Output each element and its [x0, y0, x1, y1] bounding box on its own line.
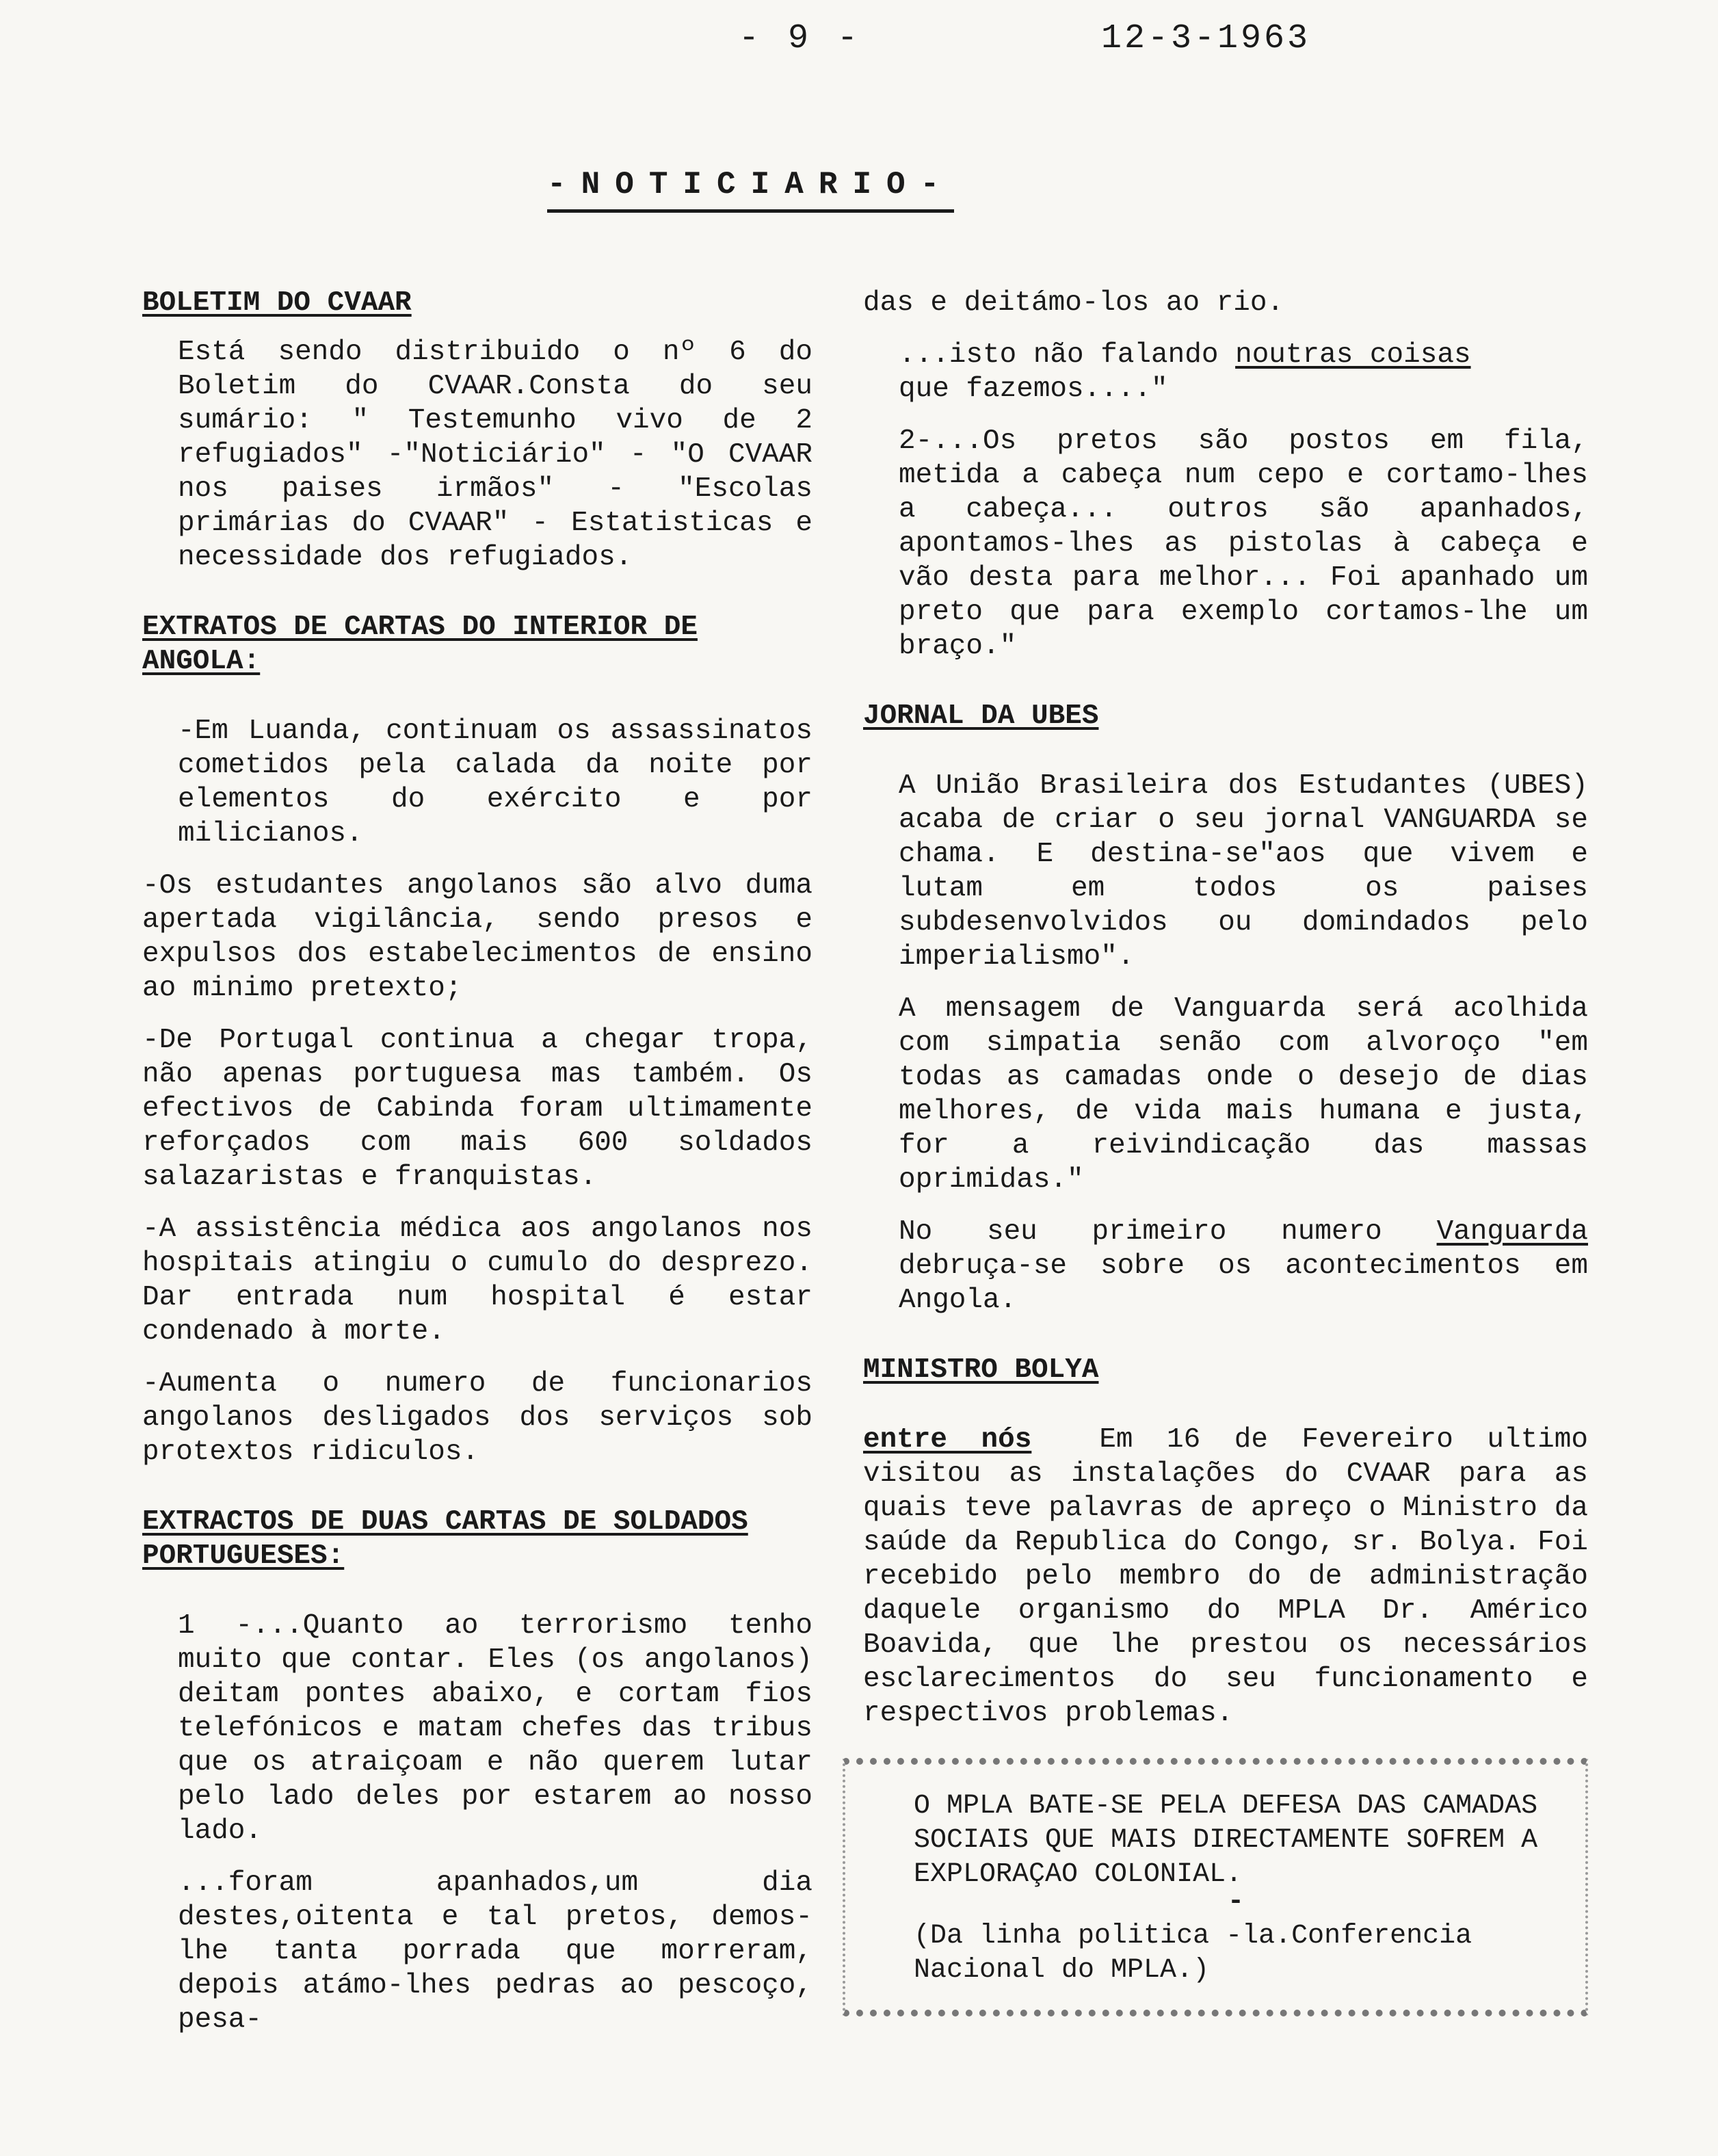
ubes-para-2: A mensagem de Vanguarda será acolhida com simpatia senão com alvoroço "em todas as camadas onde o desejo de dias melhores, de vida mais humana e justa, for a reivindicação das massas oprimidas." [899, 993, 1588, 1196]
mpla-quote-box [843, 1758, 1588, 2016]
extratos-item: -Em Luanda, continuam os assassinatos cometidos pela calada da noite por elementos do exército e por milicianos. [178, 715, 812, 850]
right-column [863, 286, 1588, 2016]
extratos-item: -De Portugal continua a chegar tropa, não apenas portuguesa mas também. Os efectivos de Cabinda foram ultimamente reforçados com mais 600 soldados salazaristas e franquistas. [142, 1025, 812, 1193]
ubes-para-1: A União Brasileira dos Estudantes (UBES) acaba de criar o seu jornal VANGUARDA se chama. E destina-se"aos que vivem e lutam em todos os paises subdesenvolvidos ou domindados pelo imperialismo". [899, 770, 1588, 973]
document-date: 12-3-1963 [1101, 19, 1311, 58]
box-divider-dash: - [1227, 1886, 1244, 1917]
soldados-continued-line2 [863, 338, 1588, 406]
soldados-line2-suffix: que fazemos...." [899, 373, 1168, 405]
ministro-body [863, 1423, 1588, 1731]
soldados-line2-prefix: ...isto não falando [899, 339, 1236, 371]
extratos-item: -Os estudantes angolanos são alvo duma apertada vigilância, sendo presos e expulsos dos estabelecimentos de ensino ao minimo pretexto; [142, 870, 812, 1004]
soldados-continued: das e deitámo-los ao rio. [863, 287, 1284, 319]
soldados-letter-1-continued: ...foram apanhados,um dia destes,oitenta e tal pretos, demos-lhe tanta porrada que morreram, depois atámo-lhes pedras ao pescoço, pesa- [178, 1867, 812, 2036]
ministro-text: Em 16 de Fevereiro ultimo visitou as instalações do CVAAR para as quais teve palavras de apreço o Ministro da saúde da Republica do Congo, sr. Bolya. Foi recebido pelo membro do de administração daquele organismo do MPLA Dr. Américo Boavida, que lhe prestou os necessários esclarecimentos do seu funcionamento e respectivos problemas. [863, 1424, 1588, 1729]
ubes-para-3-underlined: Vanguarda [1436, 1216, 1588, 1248]
ministro-heading: MINISTRO BOLYA [863, 1354, 1099, 1386]
section-title: -NOTICIARIO- [547, 167, 954, 213]
soldados-letter-1: 1 -...Quanto ao terrorismo tenho muito que contar. Eles (os angolanos) deitam pontes abaixo, e cortam fios telefónicos e matam chefes das tribus que os atraiçoam e não querem lutar pelo lado deles por estarem ao nosso lado. [178, 1610, 812, 1847]
ministro-label: entre nós [863, 1424, 1032, 1456]
ubes-para-3-suffix: debruça-se sobre os acontecimentos em Angola. [899, 1250, 1588, 1316]
ubes-para-3-prefix: No seu primeiro numero [899, 1216, 1437, 1248]
mpla-source: (Da linha politica -la.Conferencia Nacional do MPLA.) [914, 1921, 1472, 1986]
extratos-item: -Aumenta o numero de funcionarios angolanos desligados dos serviços sob protextos ridiculos. [142, 1368, 812, 1468]
mpla-statement: O MPLA BATE-SE PELA DEFESA DAS CAMADAS SOCIAIS QUE MAIS DIRECTAMENTE SOFREM A EXPLORAÇAO COLONIAL. [914, 1791, 1538, 1890]
ubes-heading: JORNAL DA UBES [863, 700, 1099, 732]
soldados-line2-underlined: noutras coisas [1235, 339, 1471, 371]
extratos-heading: EXTRATOS DE CARTAS DO INTERIOR DE ANGOLA: [142, 612, 698, 677]
page-number: - 9 - [739, 19, 862, 58]
left-column [142, 286, 812, 2055]
boletim-body: Está sendo distribuido o nº 6 do Boletim do CVAAR.Consta do seu sumário: " Testemunho vivo de 2 refugiados" -"Noticiário" - "O CVAAR nos paises irmãos" - "Escolas primárias do CVAAR" - Estatisticas e necessidade dos refugiados. [178, 337, 812, 573]
boletim-heading: BOLETIM DO CVAAR [142, 287, 412, 319]
soldados-heading: EXTRACTOS DE DUAS CARTAS DE SOLDADOS PORTUGUESES: [142, 1506, 748, 1572]
extratos-item: -A assistência médica aos angolanos nos hospitais atingiu o cumulo do desprezo. Dar entrada num hospital é estar condenado à morte. [142, 1213, 812, 1348]
ubes-para-3 [863, 1215, 1588, 1317]
soldados-letter-2: 2-...Os pretos são postos em fila, metida a cabeça num cepo e cortamo-lhes a cabeça... outros são apanhados, apontamos-lhes as pistolas à cabeça e vão desta para melhor... Foi apanhado um preto que para exemplo cortamos-lhe um braço." [899, 425, 1588, 662]
